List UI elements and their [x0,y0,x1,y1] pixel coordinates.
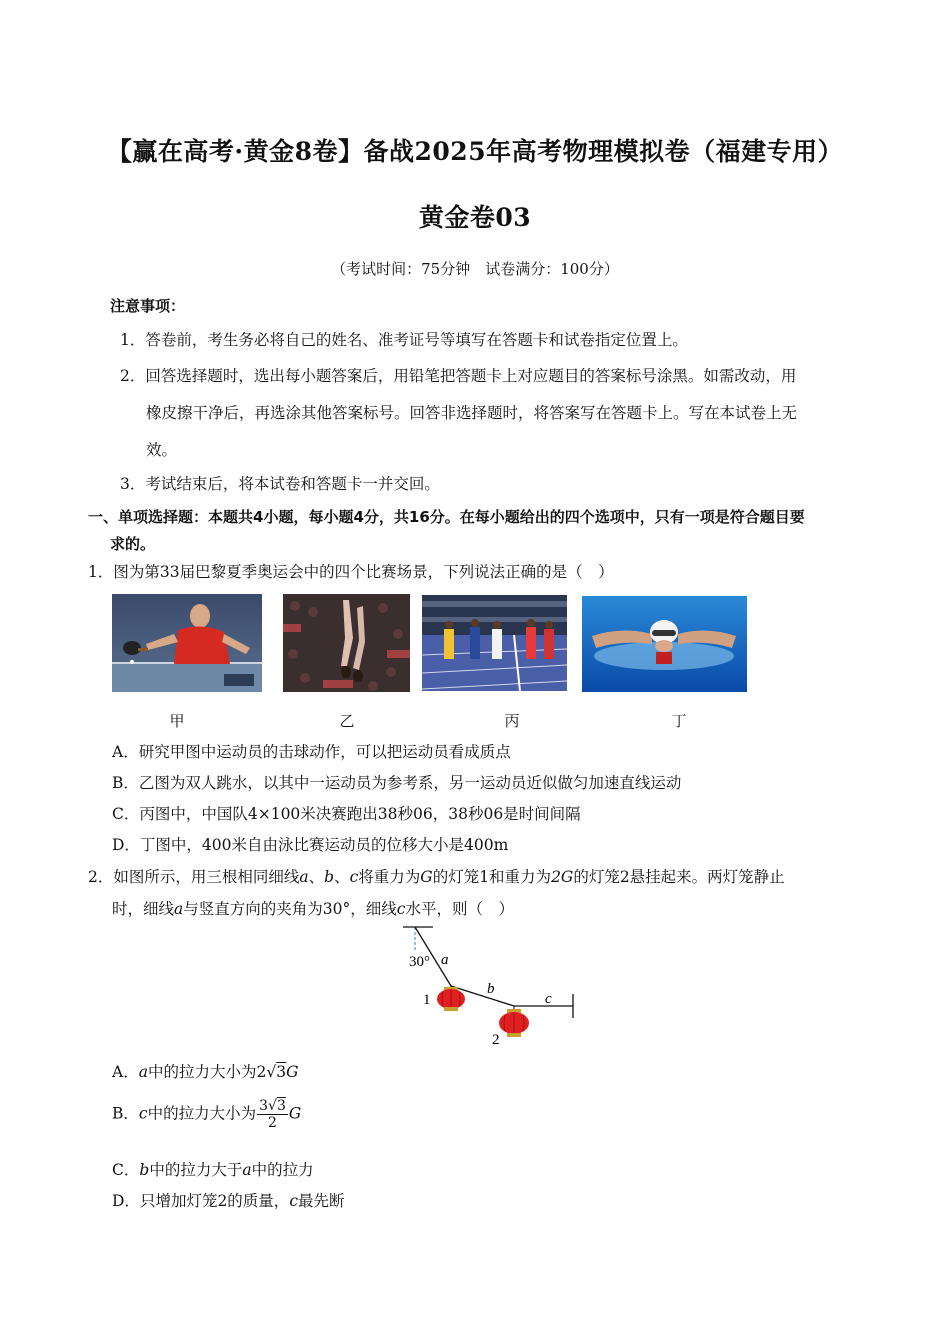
q2-stem-line2: 时，细线a与竖直方向的夹角为30°，细线c水平，则（ ） [112,900,514,918]
notice-item-2-line3: 效。 [146,441,178,459]
q2-option-d[interactable]: D．只增加灯笼2的质量，c最先断 [112,1192,345,1210]
q1-option-d[interactable]: D．丁图中，400米自由泳比赛运动员的位移大小是400m [112,836,509,854]
lantern-1-label: 1 [423,992,431,1008]
label-a: a [441,952,449,968]
notice-item-2: 2．回答选择题时，选出每小题答案后，用铅笔把答题卡上对应题目的答案标号涂黑。如需改动，用 [120,367,797,385]
photo-swimming [582,596,747,692]
notice-item-2-line2: 橡皮擦干净后，再选涂其他答案标号。回答非选择题时，将答案写在答题卡上。写在本试卷上无 [146,404,798,422]
q1-option-b[interactable]: B．乙图为双人跳水，以其中一运动员为参考系，另一运动员近似做匀加速直线运动 [112,774,682,792]
notice-heading: 注意事项： [110,297,186,315]
q2-option-a[interactable]: A．a中的拉力大小为2√3G [112,1063,299,1081]
section-heading: 一、单项选择题：本题共4小题，每小题4分，共16分。在每小题给出的四个选项中，只有一项是符合题目要 [88,508,805,526]
angle-label: 30° [409,954,430,970]
lantern-2-label: 2 [492,1032,500,1048]
q1-option-a[interactable]: A．研究甲图中运动员的击球动作，可以把运动员看成质点 [112,743,511,761]
page-subtitle: 黄金卷03 [418,203,532,232]
fraction: $\frac{3√3}{2}$ [259,1098,286,1131]
lantern-diagram [395,920,595,1048]
photo-sprint [422,595,567,691]
q1-stem: 1．图为第33届巴黎夏季奥运会中的四个比赛场景，下列说法正确的是（ ） [88,563,614,581]
notice-item-1: 1．答卷前，考生务必将自己的姓名、准考证号等填写在答题卡和试卷指定位置上。 [120,331,688,349]
photo-table-tennis [112,594,262,692]
caption-jia: 甲 [169,712,185,730]
label-b: b [487,981,495,997]
caption-ding: 丁 [671,712,687,730]
photo-diving [283,594,410,692]
notice-item-3: 3．考试结束后，将本试卷和答题卡一并交回。 [120,475,440,493]
q2-stem-line1: 2．如图所示，用三根相同细线a、b、c将重力为G的灯笼1和重力为2G的灯笼2悬挂起来。两灯笼静止 [88,868,785,886]
page-title: 【赢在高考·黄金8卷】备战2025年高考物理模拟卷（福建专用） [106,137,844,166]
label-c: c [545,991,552,1007]
section-heading-line2: 求的。 [110,535,156,553]
q2-option-b[interactable]: B．c中的拉力大小为 $\frac{3√3}{2}$ G [112,1098,302,1131]
exam-info: （考试时间：75分钟 试卷满分：100分） [331,260,619,278]
lantern-2-icon [499,1006,529,1037]
caption-bing: 丙 [504,712,520,730]
q1-option-c[interactable]: C．丙图中，中国队4×100米决赛跑出38秒06，38秒06是时间间隔 [112,805,581,823]
caption-yi: 乙 [339,712,355,730]
q2-option-c[interactable]: C．b中的拉力大于a中的拉力 [112,1161,314,1179]
